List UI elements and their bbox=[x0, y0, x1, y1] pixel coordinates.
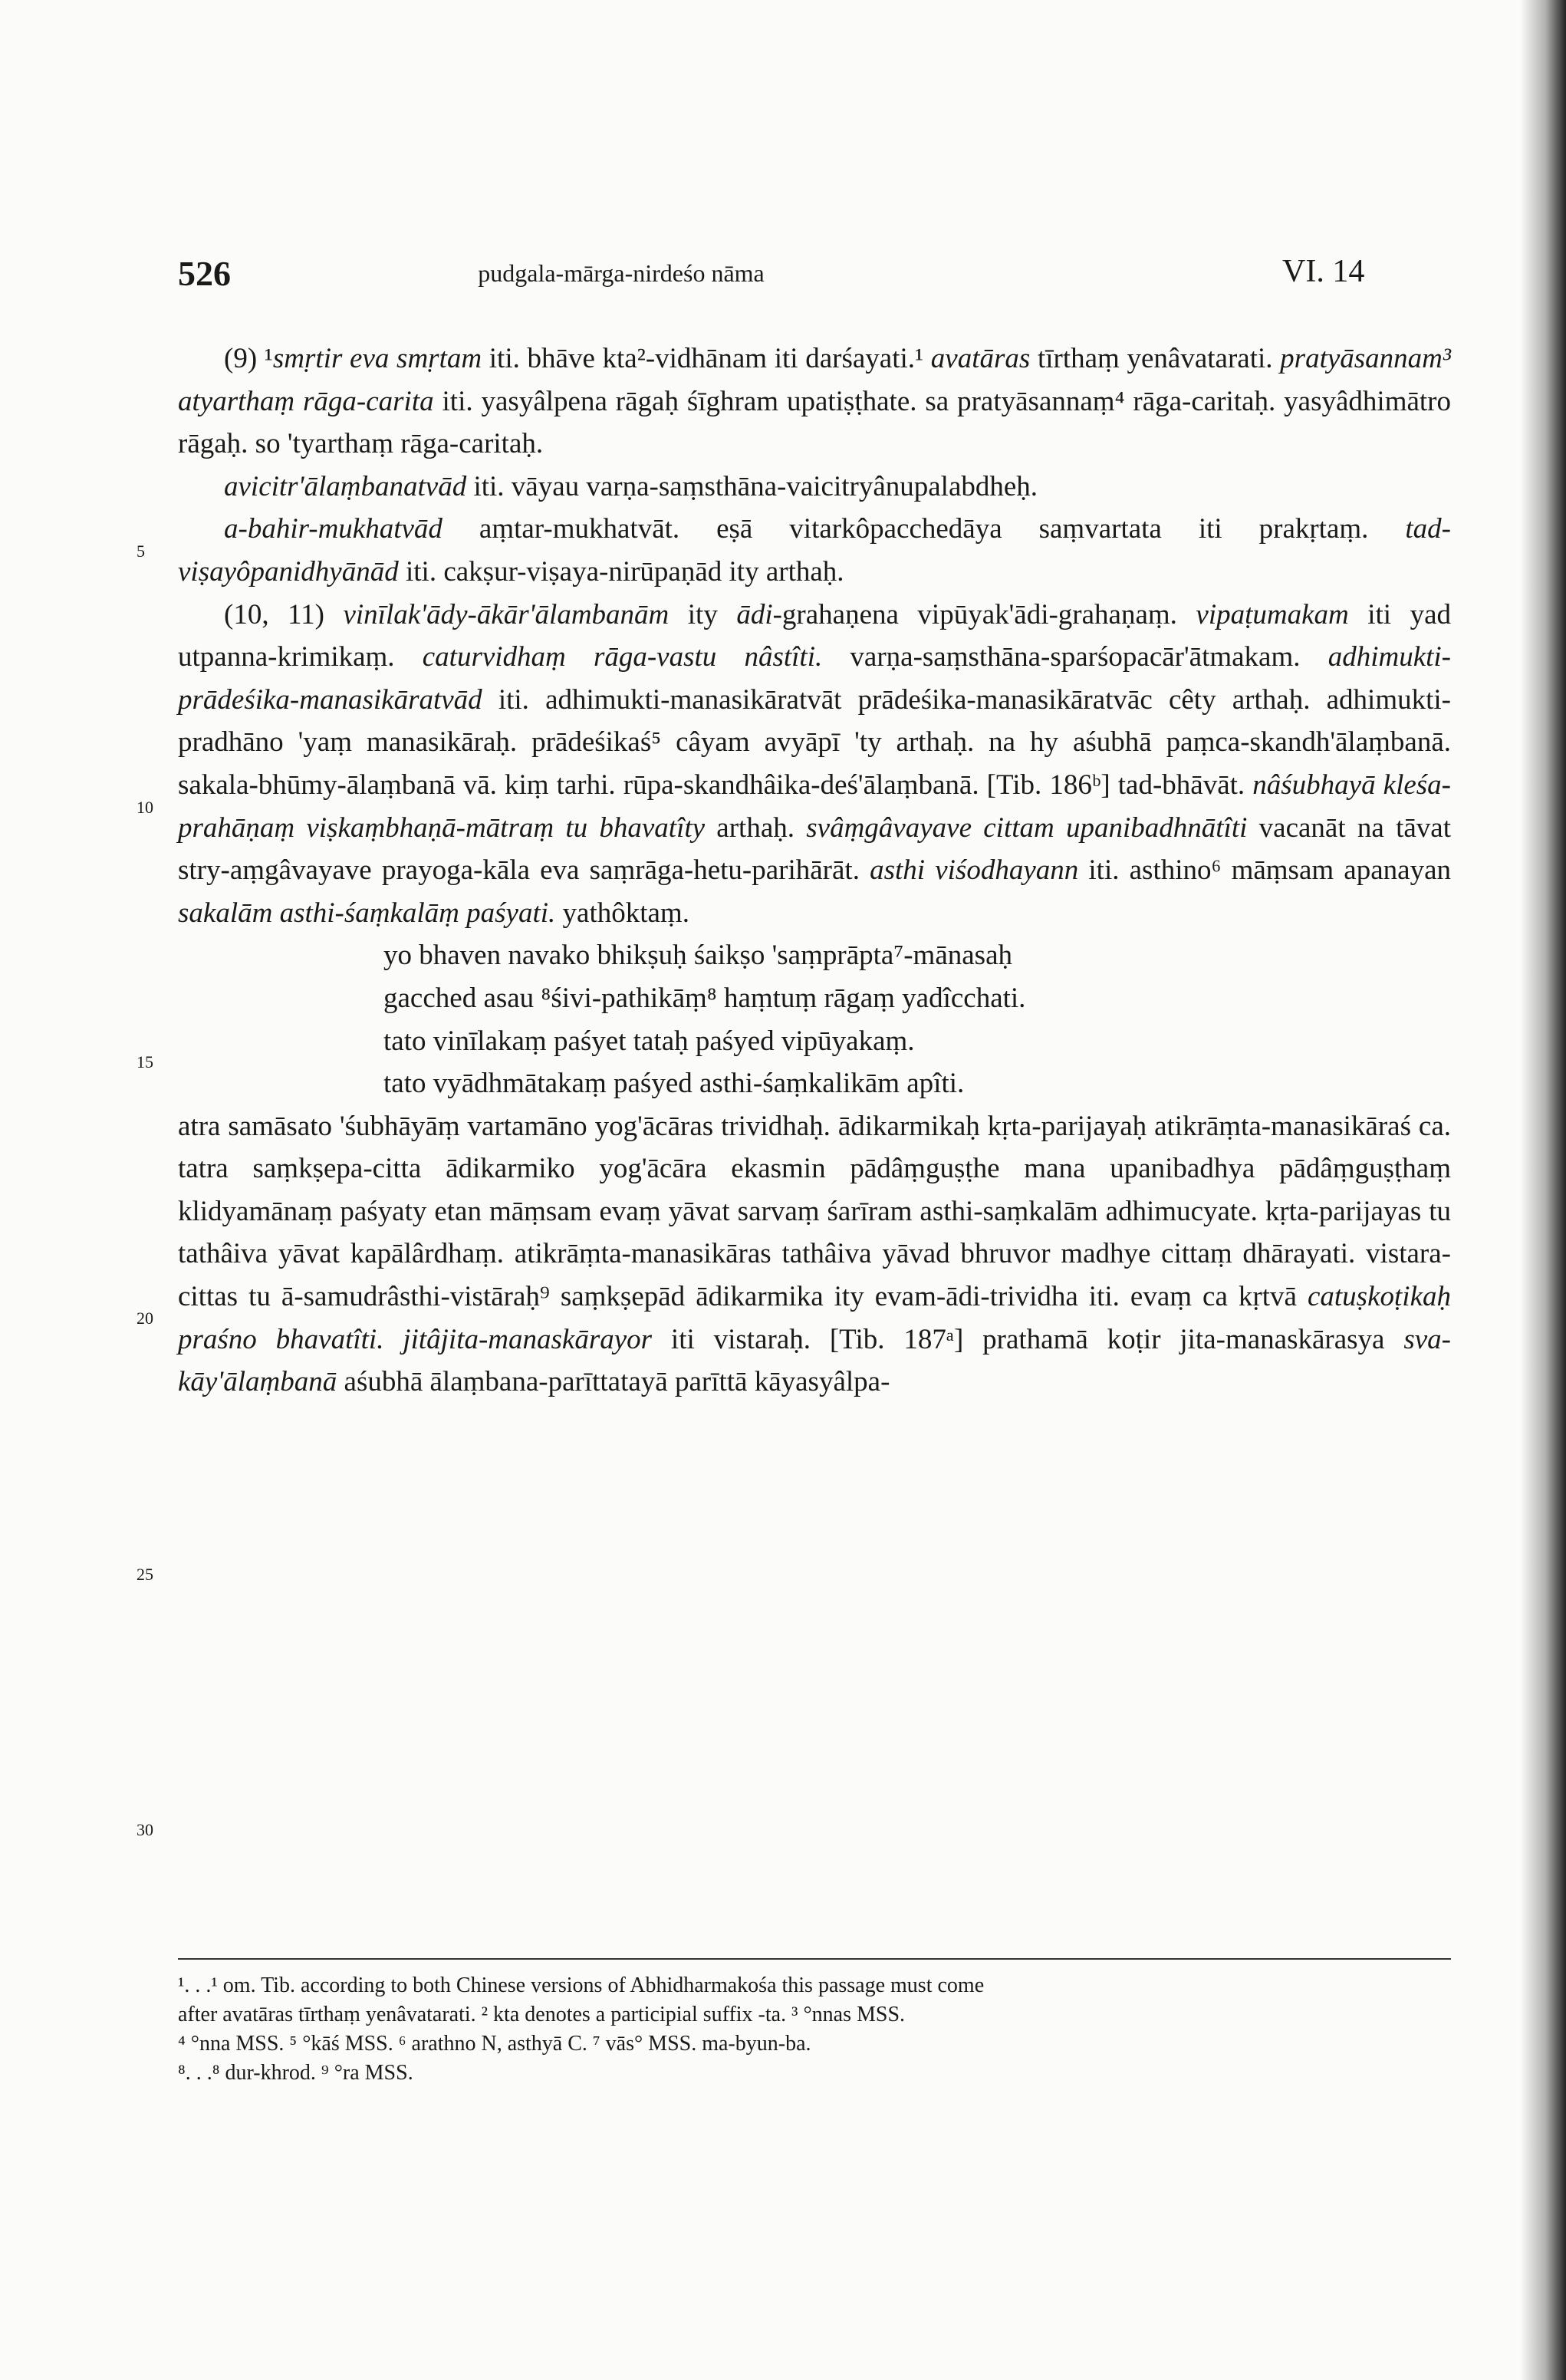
page-edge-shadow bbox=[1520, 0, 1566, 2380]
paragraph-9: (9) ¹smṛtir eva smṛtam iti. bhāve kta²-vidhānam iti darśayati.¹ avatāras tīrthaṃ yenâvatarati. pratyāsannam³ atyarthaṃ rāga-carita iti. yasyâlpena rāgaḥ śīghram upatiṣṭhate. sa pratyāsannaṃ⁴ rāga-caritaḥ. yasyâdhimātro rāgaḥ. so 'tyarthaṃ rāga-caritaḥ. bbox=[178, 343, 1452, 460]
footnote-line: ¹. . .¹ om. Tib. according to both Chinese versions of Abhidharmakośa this passage must come bbox=[178, 1973, 985, 1997]
footnote-line: ⁴ °nna MSS. ⁵ °kāś MSS. ⁶ arathno N, asthyā C. ⁷ vās° MSS. ma-byun-ba. bbox=[178, 2032, 811, 2056]
page-number: 526 bbox=[178, 254, 231, 293]
paragraph-avicitra: avicitr'ālaṃbanatvād iti. vāyau varṇa-saṃsthāna-vaicitryânupalabdheḥ. bbox=[224, 470, 1038, 502]
line-number: 20 bbox=[137, 1309, 153, 1328]
paragraph-10-11: (10, 11) vinīlak'ādy-ākār'ālambanām ity ādi-grahaṇena vipūyak'ādi-grahaṇaṃ. vipaṭumakam iti yad utpanna-krimikaṃ. caturvidhaṃ rāga-vastu nâstîti. varṇa-saṃsthāna-sparśopacār'ātmakam. adhimukti-prādeśika-manasikāratvād iti. adhimukti-manasikāratvāt prādeśika-manasikāratvāc cêty arthaḥ. adhimukti-pradhāno 'yaṃ manasikāraḥ. prādeśikaś⁵ câyam avyāpī 'ty arthaḥ. na hy aśubhā paṃca-skandh'ālaṃbanā. sakala-bhūmy-ālaṃbanā vā. kiṃ tarhi. rūpa-skandhâika-deś'ālaṃbanā. [Tib. 186ᵇ] tad-bhāvāt. nâśubhayā kleśa-prahāṇaṃ viṣkaṃbhaṇā-mātraṃ tu bhavatîty arthaḥ. svâṃgâvayave cittam upanibadhnātîti vacanāt na tāvat stry-aṃgâvayave prayoga-kāla eva saṃrāga-hetu-parihārāt. asthi viśodhayann iti. asthino⁶ māṃsam apanayan sakalām asthi-śaṃkalāṃ paśyati. yathôktaṃ. bbox=[178, 598, 1452, 929]
line-number: 25 bbox=[137, 1565, 153, 1584]
section-reference: VI. 14 bbox=[1282, 254, 1365, 289]
footnote-rule bbox=[178, 1958, 1451, 1960]
footnote-line: ⁸. . .⁸ dur-khrod. ⁹ °ra MSS. bbox=[178, 2061, 413, 2085]
line-number: 10 bbox=[137, 798, 153, 817]
paragraph-atra: atra samāsato 'śubhāyāṃ vartamāno yog'ācāras trividhaḥ. ādikarmikaḥ kṛta-parijayaḥ atikrāṃta-manasikāraś ca. tatra saṃkṣepa-citta ādikarmiko yog'ācāra ekasmin pādâṃguṣṭhe mana upanibadhya pādâṃguṣṭhaṃ klidyamānaṃ paśyaty etan māṃsam evaṃ yāvat sarvaṃ śarīram asthi-saṃkalām adhimucyate. kṛta-parijayas tu tathâiva yāvat kapālârdhaṃ. atikrāṃta-manasikāras tathâiva yāvad bhruvor madhye cittaṃ dhārayati. vistara-cittas tu ā-samudrâsthi-vistāraḥ⁹ saṃkṣepād ādikarmika ity evam-ādi-trividha iti. evaṃ ca kṛtvā catuṣkoṭikaḥ praśno bhavatîti. jitâjita-manaskārayor iti vistaraḥ. [Tib. 187ᵃ] prathamā koṭir jita-manaskārasya sva-kāy'ālaṃbanā aśubhā ālaṃbana-parīttatayā parīttā kāyasyâlpa- bbox=[178, 1110, 1451, 1398]
line-number: 5 bbox=[137, 542, 145, 561]
page-header bbox=[0, 253, 1566, 307]
paragraph-abahirmukha: a-bahir-mukhatvād aṃtar-mukhatvāt. eṣā vitarkôpacchedāya saṃvartata iti prakṛtaṃ. tad-viṣayôpanidhyānād iti. cakṣur-viṣaya-nirūpaṇād ity arthaḥ. bbox=[178, 513, 1451, 588]
verse-line: gacched asau ⁸śivi-pathikāṃ⁸ haṃtuṃ rāgaṃ yadîcchati. bbox=[383, 982, 1026, 1014]
footnote-line: after avatāras tīrthaṃ yenâvatarati. ² kta denotes a participial suffix -ta. ³ °nnas MSS. bbox=[178, 2003, 906, 2026]
verse-block bbox=[383, 934, 1451, 1104]
footnotes bbox=[178, 1971, 1451, 2088]
line-number: 15 bbox=[137, 1052, 153, 1071]
verse-line: yo bhaven navako bhikṣuḥ śaikṣo 'saṃprāpta⁷-mānasaḥ bbox=[383, 940, 1012, 972]
verse-line: tato vyādhmātakaṃ paśyed asthi-śaṃkalikām apîti. bbox=[383, 1068, 965, 1100]
verse-line: tato vinīlakaṃ paśyet tataḥ paśyed vipūyakaṃ. bbox=[383, 1025, 915, 1057]
main-text bbox=[178, 337, 1451, 1404]
running-head: pudgala-mārga-nirdeśo nāma bbox=[478, 259, 765, 287]
line-number: 30 bbox=[137, 1820, 153, 1839]
